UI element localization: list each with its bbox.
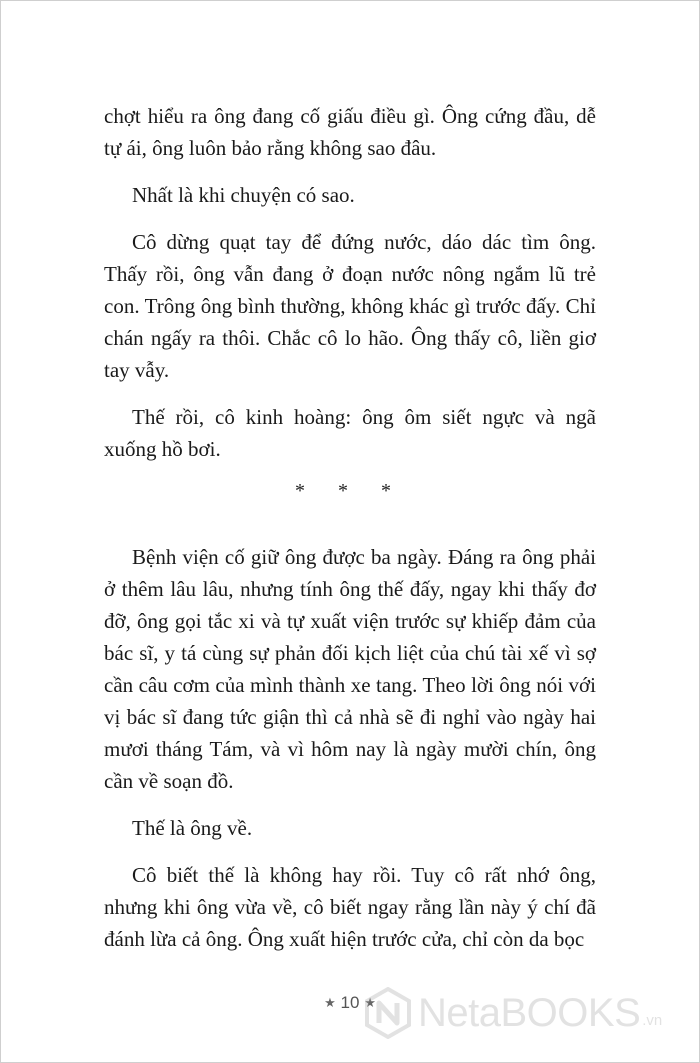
netabooks-logo-icon	[364, 987, 412, 1039]
text-block-top	[104, 100, 596, 480]
text-block-bottom	[104, 541, 596, 970]
paragraph: Bệnh viện cố giữ ông được ba ngày. Đáng ra ông phải ở thêm lâu lâu, nhưng tính ông thế đấy, ngay khi thấy đơ đỡ, ông gọi tắc xi và tự xuất viện trước sự khiếp đảm của bác sĩ, y tá cùng sự phản đối kịch liệt của chú tài xế vì sợ cần câu cơm của mình thành xe tang. Theo lời ông nói với vị bác sĩ đang tức giận thì cả nhà sẽ đi nghỉ vào ngày hai mươi tháng Tám, và vì hôm nay là ngày mười chín, ông cần về soạn đồ.	[104, 545, 596, 793]
paragraph: Nhất là khi chuyện có sao.	[132, 183, 355, 207]
watermark-domain: .vn	[642, 1011, 663, 1029]
section-separator: * * *	[295, 480, 405, 502]
paragraph: Cô dừng quạt tay để đứng nước, dáo dác tìm ông. Thấy rồi, ông vẫn đang ở đoạn nước nông ngắm lũ trẻ con. Trông ông bình thường, không khác gì trước đấy. Chỉ chán ngấy ra thôi. Chắc cô lo hão. Ông thấy cô, liền giơ tay vẫy.	[104, 230, 596, 382]
paragraph: Thế là ông về.	[132, 816, 253, 840]
star-icon: ★	[324, 995, 336, 1010]
watermark-brand: NetaBOOKS	[418, 990, 641, 1035]
watermark	[364, 983, 662, 1043]
paragraph: chợt hiểu ra ông đang cố giấu điều gì. Ông cứng đầu, dễ tự ái, ông luôn bảo rằng không sao đâu.	[104, 104, 596, 160]
page-number-value: 10	[340, 993, 360, 1012]
paragraph: Thế rồi, cô kinh hoàng: ông ôm siết ngực và ngã xuống hồ bơi.	[104, 405, 596, 461]
star-icon: ★	[364, 995, 376, 1010]
paragraph: Cô biết thế là không hay rồi. Tuy cô rất nhớ ông, nhưng khi ông vừa về, cô biết ngay rằng lần này ý chí đã đánh lừa cả ông. Ông xuất hiện trước cửa, chỉ còn da bọc	[104, 863, 596, 951]
